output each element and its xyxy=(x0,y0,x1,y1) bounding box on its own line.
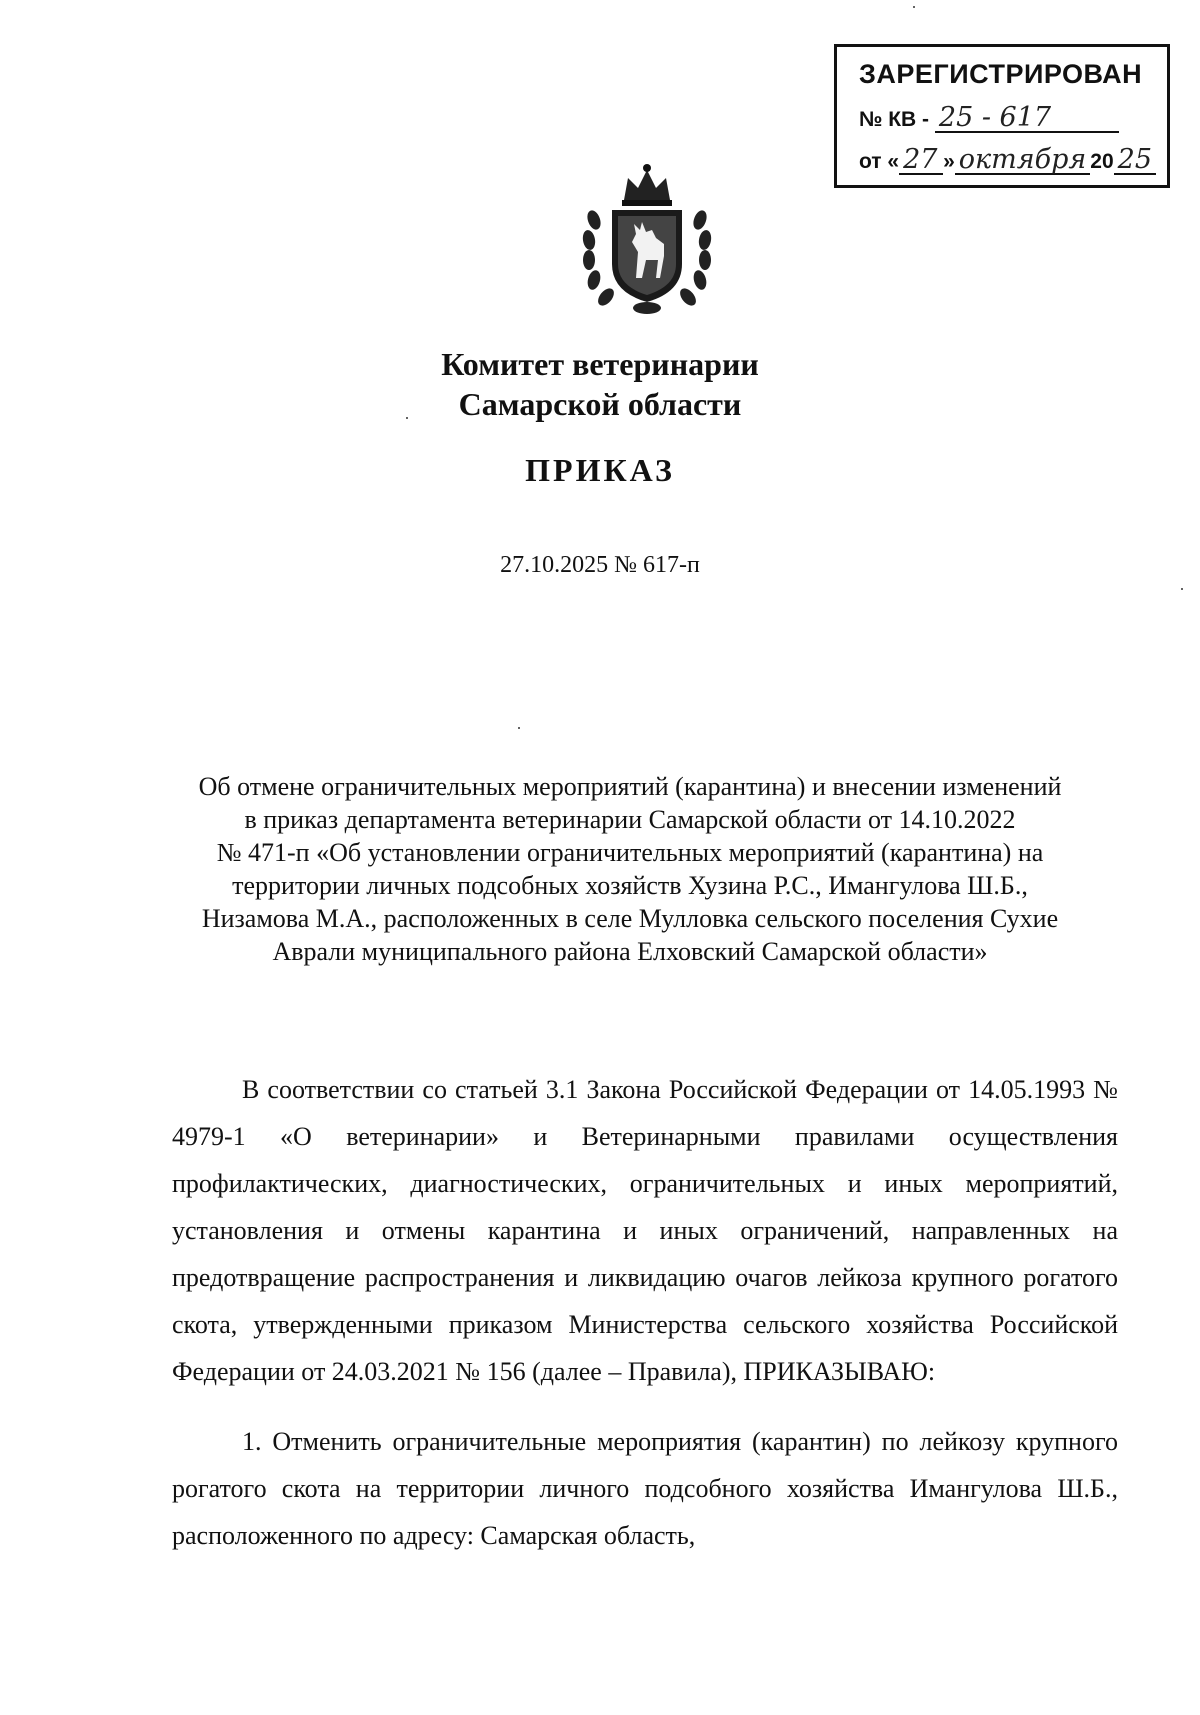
organization-name-line1: Комитет ветеринарии xyxy=(441,346,759,382)
item-1-paragraph: 1. Отменить ограничительные мероприятия (карантин) по лейкозу крупного рогатого скота на территории личного подсобного хозяйства Имангулова Ш.Б., расположенного по адресу: Самарская область, xyxy=(172,1427,1118,1550)
organization-name xyxy=(0,344,1200,424)
stamp-date-line xyxy=(859,144,1156,175)
scan-speck xyxy=(406,417,408,419)
scan-speck xyxy=(1181,588,1183,590)
subject-line: территории личных подсобных хозяйств Хузина Р.С., Имангулова Ш.Б., xyxy=(232,871,1028,900)
stamp-date-month: октября xyxy=(955,147,1091,175)
stamp-number-line xyxy=(859,102,1119,133)
stamp-date-year-prefix: 20 xyxy=(1090,150,1114,173)
stamp-date-day: 27 xyxy=(899,147,943,175)
scan-speck xyxy=(913,6,915,8)
subject-line: Аврали муниципального района Елховский Самарской области» xyxy=(272,937,988,966)
scan-speck xyxy=(518,727,520,729)
preamble-paragraph: В соответствии со статьей 3.1 Закона Российской Федерации от 14.05.1993 № 4979-1 «О ветеринарии» и Ветеринарными правилами осуществления профилактических, диагностических, ограничительных и иных мероприятий, установления и отмены карантина и иных ограничений, направленных на предотвращение распространения и ликвидацию очагов лейкоза крупного рогатого скота, утвержденными приказом Министерства сельского хозяйства Российской Федерации от 24.03.2021 № 156 (далее – Правила), ПРИКАЗЫВАЮ: xyxy=(172,1075,1118,1386)
subject-line: в приказ департамента ветеринарии Самарской области от 14.10.2022 xyxy=(244,805,1016,834)
stamp-date-year: 25 xyxy=(1114,147,1156,175)
document-type: ПРИКАЗ xyxy=(525,452,675,488)
stamp-date-prefix: от « xyxy=(859,150,900,173)
coat-of-arms-icon xyxy=(576,160,718,320)
body-preamble xyxy=(172,1066,1118,1395)
body-item-1 xyxy=(172,1418,1118,1559)
subject-line: Низамова М.А., расположенных в селе Мулловка сельского поселения Сухие xyxy=(201,904,1059,933)
stamp-number-handwritten: 25 - 617 xyxy=(935,105,1119,133)
stamp-number-label: № КВ - xyxy=(859,108,930,131)
registration-stamp xyxy=(834,44,1170,188)
subject-line: № 471-п «Об установлении ограничительных мероприятий (карантина) на xyxy=(216,838,1044,867)
subject-line: Об отмене ограничительных мероприятий (карантина) и внесении изменений xyxy=(198,772,1062,801)
document-date-number: 27.10.2025 № 617-п xyxy=(500,552,700,578)
stamp-date-mid: » xyxy=(943,150,955,173)
organization-name-line2: Самарской области xyxy=(458,386,742,422)
document-subject xyxy=(150,770,1110,968)
stamp-title: ЗАРЕГИСТРИРОВАН xyxy=(859,59,1143,89)
